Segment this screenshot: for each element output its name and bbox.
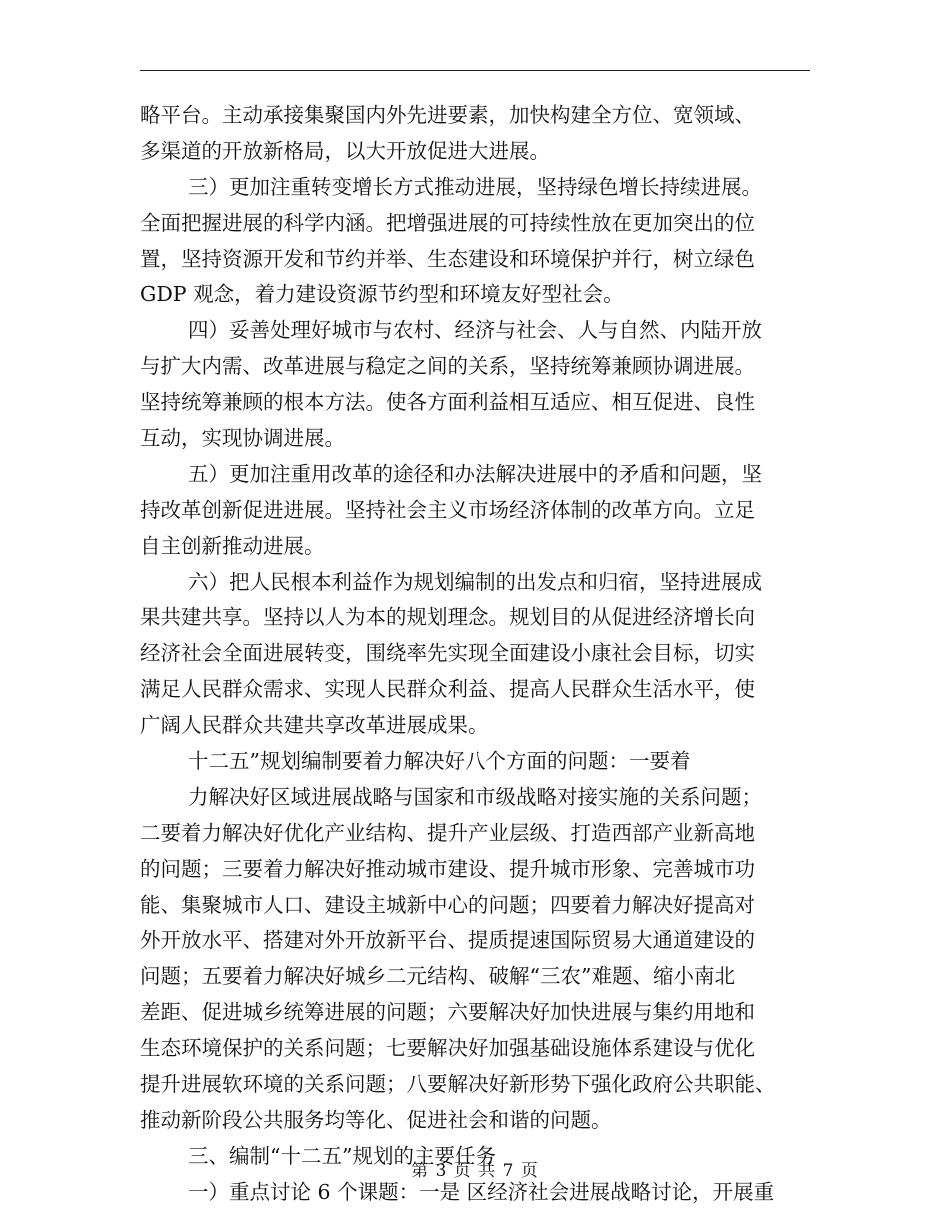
text-line: 自主创新推动进展。 <box>140 533 325 558</box>
text-line: 的问题；三要着力解决好推动城市建设、提升城市形象、完善城市功 <box>140 856 755 881</box>
text-line: 三）更加注重转变增长方式推动进展，坚持绿色增长持续进展。 <box>188 174 762 199</box>
text-line: 互动，实现协调进展。 <box>140 426 345 451</box>
text-line: 问题；五要着力解决好城乡二元结构、破解“三农”难题、缩小南北 <box>140 964 735 989</box>
text-line: GDP 观念，着力建设资源节约型和环境友好型社会。 <box>140 282 624 307</box>
text-line: 全面把握进展的科学内涵。把增强进展的可持续性放在更加突出的位 <box>140 210 755 235</box>
text-line: 力解决好区域进展战略与国家和市级战略对接实施的关系问题； <box>188 784 762 809</box>
text-line: 能、集聚城市人口、建设主城新中心的问题；四要着力解决好提高对 <box>140 892 755 917</box>
text-line: 差距、促进城乡统筹进展的问题；六要解决好加快进展与集约用地和 <box>140 1000 755 1025</box>
text-line: 满足人民群众需求、实现人民群众利益、提高人民群众生活水平，使 <box>140 677 755 702</box>
text-line: 六）把人民根本利益作为规划编制的出发点和归宿，坚持进展成 <box>188 569 762 594</box>
text-line: 坚持统筹兼顾的根本方法。使各方面利益相互适应、相互促进、良性 <box>140 390 755 415</box>
text-line: 生态环境保护的关系问题；七要解决好加强基础设施体系建设与优化 <box>140 1036 755 1061</box>
text-line: 置，坚持资源开发和节约并举、生态建设和环境保护并行，树立绿色 <box>140 246 755 271</box>
text-line: 提升进展软环境的关系问题；八要解决好新形势下强化政府公共职能、 <box>140 1072 776 1097</box>
text-line: 果共建共享。坚持以人为本的规划理念。规划目的从促进经济增长向 <box>140 605 755 630</box>
header-rule <box>140 70 810 71</box>
text-line: 多渠道的开放新格局，以大开放促进大进展。 <box>140 138 550 163</box>
body-text <box>140 98 810 1211</box>
text-line: 与扩大内需、改革进展与稳定之间的关系，坚持统筹兼顾协调进展。 <box>140 354 755 379</box>
text-line: 一）重点讨论 6 个课题：一是 区经济社会进展战略讨论，开展重 <box>188 1179 775 1204</box>
page-footer: 第 3 页 共 7 页 <box>411 1161 539 1181</box>
text-line: 经济社会全面进展转变，围绕率先实现全面建设小康社会目标，切实 <box>140 641 755 666</box>
text-line: 十二五”规划编制要着力解决好八个方面的问题：一要着 <box>188 749 691 774</box>
section-heading: 三、编制“十二五”规划的主要任务 <box>188 1143 496 1168</box>
text-line: 五）更加注重用改革的途径和办法解决进展中的矛盾和问题，坚 <box>188 461 762 486</box>
text-line: 略平台。主动承接集聚国内外先进要素，加快构建全方位、宽领域、 <box>140 103 755 127</box>
text-line: 持改革创新促进进展。坚持社会主义市场经济体制的改革方向。立足 <box>140 497 755 522</box>
text-line: 推动新阶段公共服务均等化、促进社会和谐的问题。 <box>140 1107 612 1132</box>
text-line: 广阔人民群众共建共享改革进展成果。 <box>140 713 489 738</box>
text-line: 二要着力解决好优化产业结构、提升产业层级、打造西部产业新高地 <box>140 820 755 845</box>
text-line: 四）妥善处理好城市与农村、经济与社会、人与自然、内陆开放 <box>188 318 762 343</box>
text-line: 外开放水平、搭建对外开放新平台、提质提速国际贸易大通道建设的 <box>140 928 755 953</box>
